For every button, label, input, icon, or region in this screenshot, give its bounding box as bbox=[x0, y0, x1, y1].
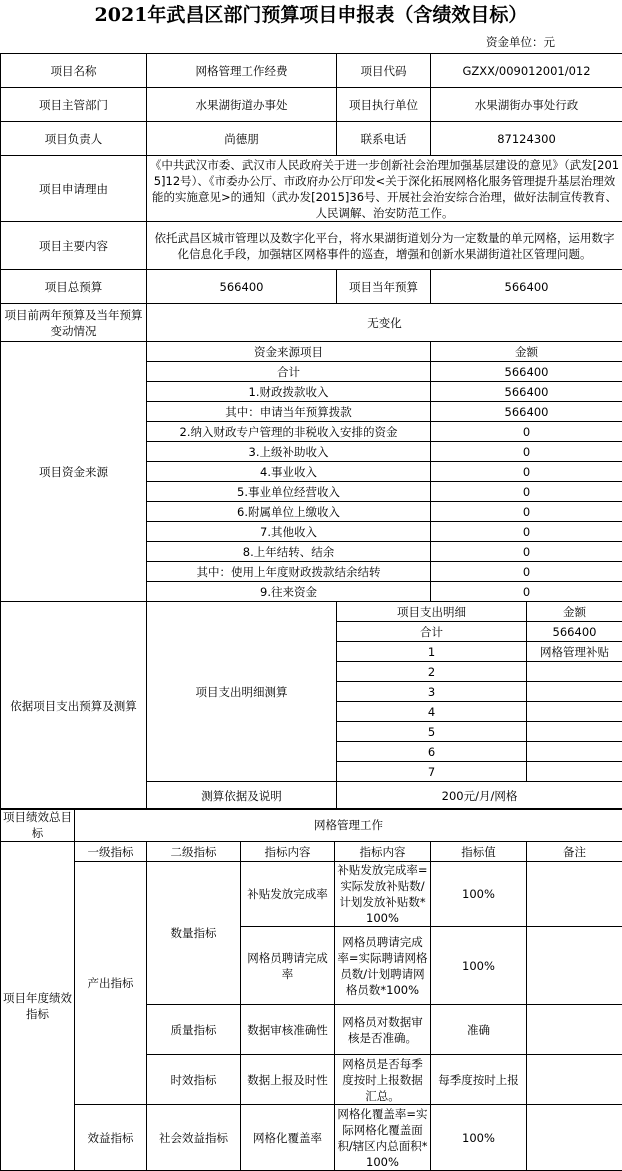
fund-row-amount: 0 bbox=[431, 442, 622, 462]
perf-head-level1: 一级指标 bbox=[75, 842, 147, 862]
fund-row-name: 7.其他收入 bbox=[147, 522, 431, 542]
quality-indicator: 质量指标 bbox=[147, 1005, 241, 1055]
funds-head-amount: 金额 bbox=[431, 342, 622, 362]
expense-row-amount bbox=[527, 722, 622, 742]
basis-label: 测算依据及说明 bbox=[147, 782, 337, 810]
indicator-name: 网格员聘请完成率 bbox=[241, 927, 335, 1005]
phone-label: 联系电话 bbox=[337, 122, 431, 156]
project-code: GZXX/009012001/012 bbox=[431, 54, 622, 88]
page-title: 2021年武昌区部门预算项目申报表（含绩效目标） bbox=[0, 0, 622, 31]
output-indicator: 产出指标 bbox=[75, 862, 147, 1105]
expense-row-amount bbox=[527, 742, 622, 762]
expense-row-no: 3 bbox=[337, 682, 527, 702]
reason-label: 项目申请理由 bbox=[1, 156, 147, 222]
expense-head-detail: 项目支出明细 bbox=[337, 602, 527, 622]
dept-label: 项目主管部门 bbox=[1, 88, 147, 122]
indicator-name: 数据审核准确性 bbox=[241, 1005, 335, 1055]
expense-row-amount bbox=[527, 702, 622, 722]
exec-unit-value: 水果湖街办事处行政 bbox=[431, 88, 622, 122]
total-budget-value: 566400 bbox=[147, 270, 337, 304]
indicator-desc: 网格员对数据审核是否准确。 bbox=[335, 1005, 431, 1055]
project-name: 网格管理工作经费 bbox=[147, 54, 337, 88]
fund-row-name: 5.事业单位经营收入 bbox=[147, 482, 431, 502]
fund-row-amount: 0 bbox=[431, 422, 622, 442]
expense-row-no: 2 bbox=[337, 662, 527, 682]
perf-annual-label: 项目年度绩效指标 bbox=[1, 842, 75, 1171]
expense-detail-label: 项目支出明细测算 bbox=[147, 602, 337, 782]
year-budget-value: 566400 bbox=[431, 270, 622, 304]
indicator-name: 补贴发放完成率 bbox=[241, 862, 335, 927]
fund-row-amount: 0 bbox=[431, 462, 622, 482]
indicator-value: 100% bbox=[431, 1105, 527, 1171]
expense-row-no: 6 bbox=[337, 742, 527, 762]
fund-row-name: 2.纳入财政专户管理的非税收入安排的资金 bbox=[147, 422, 431, 442]
expense-row-amount: 网格管理补贴 bbox=[527, 642, 622, 662]
perf-head-content: 指标内容 bbox=[241, 842, 335, 862]
total-budget-label: 项目总预算 bbox=[1, 270, 147, 304]
content-text: 依托武昌区城市管理以及数字化平台，将水果湖街道划分为一定数量的单元网格，运用数字化信息化手段，加强辖区网格事件的巡查，增强和创新水果湖街道社区管理问题。 bbox=[147, 222, 622, 270]
fund-row-amount: 0 bbox=[431, 502, 622, 522]
timeliness-indicator: 时效指标 bbox=[147, 1055, 241, 1105]
basic-info-table bbox=[0, 53, 622, 810]
perf-goal-label: 项目绩效总目标 bbox=[1, 809, 75, 842]
indicator-value: 100% bbox=[431, 862, 527, 927]
perf-goal-value: 网格管理工作 bbox=[75, 809, 622, 842]
indicator-desc: 网格员聘请完成率=实际聘请网格员数/计划聘请网格员数*100% bbox=[335, 927, 431, 1005]
benefit-indicator: 效益指标 bbox=[75, 1105, 147, 1171]
indicator-remark bbox=[527, 927, 622, 1005]
fund-row-name: 6.附属单位上缴收入 bbox=[147, 502, 431, 522]
dept-value: 水果湖街道办事处 bbox=[147, 88, 337, 122]
funds-head-source: 资金来源项目 bbox=[147, 342, 431, 362]
fund-row-amount: 0 bbox=[431, 522, 622, 542]
budget-change-value: 无变化 bbox=[147, 304, 622, 342]
phone-value: 87124300 bbox=[431, 122, 622, 156]
performance-table bbox=[0, 808, 622, 1171]
indicator-value: 准确 bbox=[431, 1005, 527, 1055]
perf-head-remark: 备注 bbox=[527, 842, 622, 862]
fund-row-name: 3.上级补助收入 bbox=[147, 442, 431, 462]
indicator-value: 100% bbox=[431, 927, 527, 1005]
owner-label: 项目负责人 bbox=[1, 122, 147, 156]
indicator-name: 网格化覆盖率 bbox=[241, 1105, 335, 1171]
funds-source-label: 项目资金来源 bbox=[1, 342, 147, 602]
currency-unit: 资金单位：元 bbox=[486, 32, 616, 52]
perf-head-value: 指标值 bbox=[431, 842, 527, 862]
indicator-remark bbox=[527, 1005, 622, 1055]
fund-row-amount: 566400 bbox=[431, 362, 622, 382]
quantity-indicator: 数量指标 bbox=[147, 862, 241, 1005]
indicator-value: 每季度按时上报 bbox=[431, 1055, 527, 1105]
indicator-remark bbox=[527, 1105, 622, 1171]
fund-row-name: 其中：使用上年度财政拨款结余结转 bbox=[147, 562, 431, 582]
owner-value: 尚德朋 bbox=[147, 122, 337, 156]
exec-unit-label: 项目执行单位 bbox=[337, 88, 431, 122]
content-label: 项目主要内容 bbox=[1, 222, 147, 270]
project-name-label: 项目名称 bbox=[1, 54, 147, 88]
indicator-name: 数据上报及时性 bbox=[241, 1055, 335, 1105]
perf-head-level2: 二级指标 bbox=[147, 842, 241, 862]
perf-head-content2: 指标内容 bbox=[335, 842, 431, 862]
expense-row-no: 1 bbox=[337, 642, 527, 662]
expense-row-amount bbox=[527, 762, 622, 782]
expense-row-no: 5 bbox=[337, 722, 527, 742]
expense-label: 依据项目支出预算及测算 bbox=[1, 602, 147, 810]
fund-row-amount: 0 bbox=[431, 482, 622, 502]
project-code-label: 项目代码 bbox=[337, 54, 431, 88]
fund-row-amount: 0 bbox=[431, 542, 622, 562]
fund-row-name: 9.往来资金 bbox=[147, 582, 431, 602]
indicator-desc: 补贴发放完成率=实际发放补贴数/计划发放补贴数*100% bbox=[335, 862, 431, 927]
basis-value: 200元/月/网格 bbox=[337, 782, 622, 810]
expense-row-no: 7 bbox=[337, 762, 527, 782]
expense-head-amount: 金额 bbox=[527, 602, 622, 622]
fund-row-amount: 0 bbox=[431, 582, 622, 602]
budget-change-label: 项目前两年预算及当年预算变动情况 bbox=[1, 304, 147, 342]
social-benefit-indicator: 社会效益指标 bbox=[147, 1105, 241, 1171]
fund-row-name: 4.事业收入 bbox=[147, 462, 431, 482]
expense-total-value: 566400 bbox=[527, 622, 622, 642]
fund-row-amount: 566400 bbox=[431, 402, 622, 422]
indicator-remark bbox=[527, 1055, 622, 1105]
fund-row-name: 1.财政拨款收入 bbox=[147, 382, 431, 402]
indicator-desc: 网格化覆盖率=实际网格化覆盖面积/辖区内总面积*100% bbox=[335, 1105, 431, 1171]
fund-row-amount: 0 bbox=[431, 562, 622, 582]
fund-row-name: 8.上年结转、结余 bbox=[147, 542, 431, 562]
expense-row-amount bbox=[527, 662, 622, 682]
year-budget-label: 项目当年预算 bbox=[337, 270, 431, 304]
expense-total-label: 合计 bbox=[337, 622, 527, 642]
indicator-remark bbox=[527, 862, 622, 927]
expense-row-no: 4 bbox=[337, 702, 527, 722]
fund-row-name: 其中：申请当年预算拨款 bbox=[147, 402, 431, 422]
fund-row-amount: 566400 bbox=[431, 382, 622, 402]
reason-text: 《中共武汉市委、武汉市人民政府关于进一步创新社会治理加强基层建设的意见》（武发[2015]12号）、《市委办公厅、市政府办公厅印发<关于深化拓展网格化服务管理提升基层治理效能的实施意见>的通知（武办发[2015]36号、开展社会治安综合治理，做好法制宣传教育、人民调解、治安防范工作。 bbox=[147, 156, 622, 222]
fund-row-name: 合计 bbox=[147, 362, 431, 382]
indicator-desc: 网格员是否每季度按时上报数据汇总。 bbox=[335, 1055, 431, 1105]
expense-row-amount bbox=[527, 682, 622, 702]
